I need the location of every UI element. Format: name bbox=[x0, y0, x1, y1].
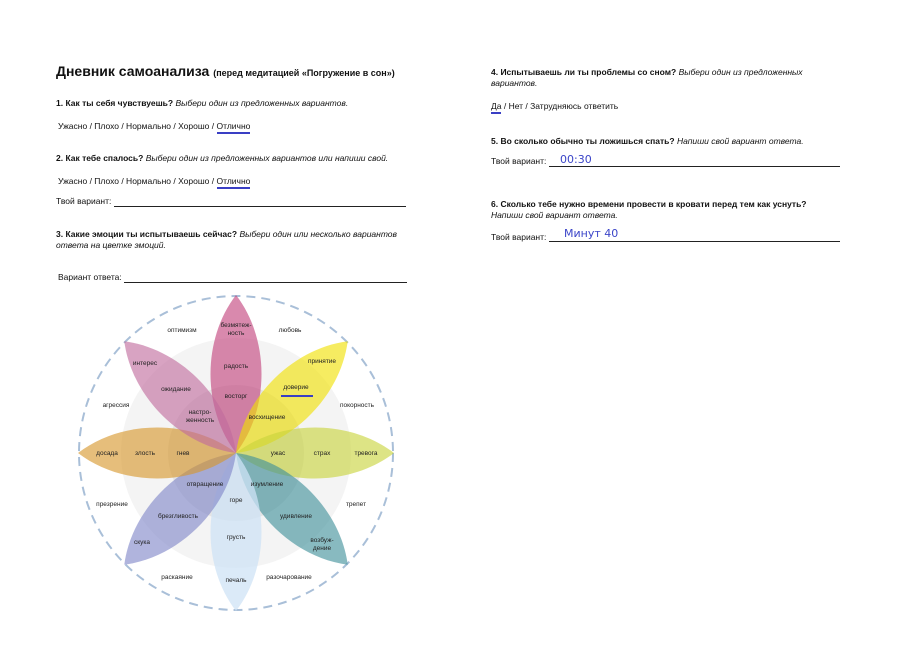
emotion-aggression[interactable]: агрессия bbox=[102, 402, 130, 409]
question-4-hint: Выбери один из предложенных вариантов. bbox=[491, 67, 803, 88]
question-1-selected-option[interactable]: Отлично bbox=[216, 121, 251, 131]
question-1-text: 1. Как ты себя чувствуешь? bbox=[56, 98, 174, 108]
emotion-surprise[interactable]: удивление bbox=[279, 513, 313, 520]
emotion-apprehension[interactable]: тревога bbox=[354, 450, 378, 457]
question-3-text: 3. Какие эмоции ты испытываешь сейчас? bbox=[56, 229, 238, 239]
question-4-selected-option[interactable]: Да bbox=[491, 101, 502, 111]
emotion-anticipation[interactable]: ожидание bbox=[161, 386, 191, 393]
question-2-selected-option[interactable]: Отлично bbox=[216, 176, 251, 186]
question-4-text: 4. Испытываешь ли ты проблемы со сном? bbox=[491, 67, 677, 77]
title-sub: (перед медитацией «Погружение в сон») bbox=[213, 68, 395, 78]
emotion-love[interactable]: любовь bbox=[278, 327, 302, 334]
emotion-optimism[interactable]: оптимизм bbox=[167, 327, 197, 334]
emotion-anger[interactable]: злость bbox=[134, 450, 156, 457]
question-6-answer[interactable]: Минут 40 bbox=[564, 227, 619, 240]
emotion-remorse[interactable]: раскаяние bbox=[161, 574, 193, 581]
question-1-options-list[interactable]: Ужасно / Плохо / Нормально / Хорошо / bbox=[58, 121, 217, 131]
question-4-options-list[interactable]: / Нет / Затрудняюсь ответить bbox=[501, 101, 619, 111]
question-5-hint: Напиши свой вариант ответа. bbox=[676, 136, 804, 146]
emotion-amazement[interactable]: изумление bbox=[250, 481, 284, 488]
emotion-rage[interactable]: гнев bbox=[176, 450, 190, 457]
emotion-awe[interactable]: трепет bbox=[345, 501, 367, 508]
question-2-options-list[interactable]: Ужасно / Плохо / Нормально / Хорошо / bbox=[58, 176, 217, 186]
emotion-sadness[interactable]: грусть bbox=[226, 534, 246, 541]
wheel-petals bbox=[78, 295, 394, 611]
emotion-terror[interactable]: ужас bbox=[270, 450, 286, 457]
emotion-contempt[interactable]: презрение bbox=[96, 501, 128, 508]
question-2-field-label: Твой вариант: bbox=[56, 196, 112, 206]
emotion-distraction[interactable]: возбуж-дение bbox=[310, 537, 334, 552]
question-3-field-label: Вариант ответа: bbox=[58, 272, 122, 282]
question-5-answer[interactable]: 00:30 bbox=[560, 153, 592, 166]
emotion-boredom[interactable]: скука bbox=[133, 539, 151, 546]
emotion-joy[interactable]: радость bbox=[223, 363, 249, 370]
question-1-hint: Выбери один из предложенных вариантов. bbox=[175, 98, 349, 108]
question-2-hint: Выбери один из предложенных вариантов или напиши свой. bbox=[145, 153, 389, 163]
emotion-vigilance[interactable]: настро-женность bbox=[185, 409, 215, 424]
question-6-hint: Напиши свой вариант ответа. bbox=[491, 210, 618, 220]
emotion-fear[interactable]: страх bbox=[313, 450, 331, 457]
question-6-field-label: Твой вариант: bbox=[491, 232, 547, 242]
question-5-field-label: Твой вариант: bbox=[491, 156, 547, 166]
question-3-hint: Выбери один или несколько вариантов ответа на цветке эмоций. bbox=[56, 229, 397, 250]
emotion-admiration[interactable]: восхищение bbox=[248, 414, 286, 421]
emotion-grief[interactable]: горе bbox=[229, 497, 243, 504]
question-6-text: 6. Сколько тебе нужно времени провести в кровати перед тем как уснуть? bbox=[491, 199, 807, 209]
emotion-ecstasy[interactable]: восторг bbox=[224, 393, 248, 400]
emotion-loathing[interactable]: отвращение bbox=[186, 481, 224, 488]
emotion-acceptance[interactable]: принятие bbox=[307, 358, 337, 365]
emotion-interest[interactable]: интерес bbox=[132, 360, 158, 367]
emotion-pensiveness[interactable]: печаль bbox=[225, 577, 247, 584]
emotion-disapproval[interactable]: разочарование bbox=[266, 574, 312, 581]
question-2-text: 2. Как тебе спалось? bbox=[56, 153, 144, 163]
emotion-serenity[interactable]: безмятеж-ность bbox=[220, 322, 252, 337]
title-main: Дневник самоанализа bbox=[56, 63, 210, 79]
question-5-text: 5. Во сколько обычно ты ложишься спать? bbox=[491, 136, 675, 146]
emotion-submission[interactable]: покорность bbox=[339, 402, 375, 409]
emotion-disgust[interactable]: брезгливость bbox=[157, 513, 199, 520]
emotion-annoyance[interactable]: досада bbox=[96, 450, 118, 457]
emotion-trust[interactable]: доверие bbox=[283, 384, 309, 391]
